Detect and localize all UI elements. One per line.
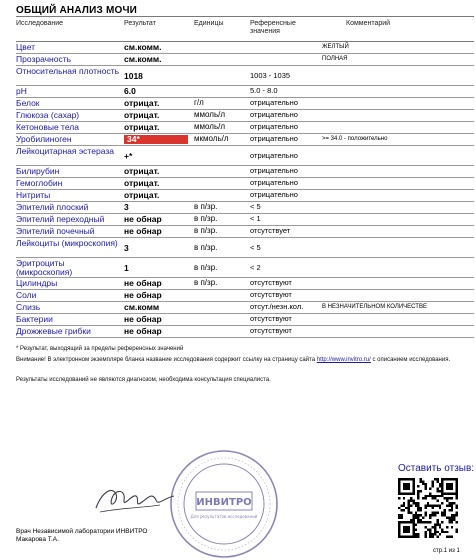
test-name[interactable]: Лейкоциты (микроскопия) [16,238,118,248]
table-row [16,326,474,338]
test-name[interactable]: Соли [16,290,37,300]
test-reference: отрицательно [250,98,298,107]
test-reference: отрицательно [250,122,298,131]
test-result: 1018 [124,71,143,81]
table-header [16,17,474,42]
stamp-sub: Для результатов исследований [190,514,258,519]
test-name[interactable]: Цилиндры [16,278,58,288]
disclaimer-note: Результаты исследований не являются диагнозом, необходима консультация специалиста. [16,377,271,383]
test-unit: ммоль/л [194,110,225,119]
test-result: не обнар [124,278,162,288]
test-reference: отсутствуют [250,290,292,299]
test-name[interactable]: Слизь [16,302,41,312]
test-name[interactable]: Цвет [16,42,36,52]
doctor-name: Макарова Т.А. [16,536,59,543]
table-row [16,86,474,98]
table-row [16,290,474,302]
attention-text-a: Внимание! В электронном экземпляре бланка название исследования содержит ссылку на страницу сайта [16,357,317,363]
page-number: стр.1 из 1 [433,548,460,554]
test-name[interactable]: Лейкоцитарная эстераза [16,146,114,156]
test-result: отрицат. [124,166,160,176]
test-reference: 5.0 - 8.0 [250,86,278,95]
test-reference: отрицательно [250,166,298,175]
table-row [16,202,474,214]
attention-text-b: с описанием исследования. [370,357,451,363]
test-result: см.комм. [124,42,162,52]
test-comment: ПОЛНАЯ [322,56,348,62]
test-result: см.комм. [124,54,162,64]
table-row [16,42,474,54]
test-name[interactable]: Гемоглобин [16,178,63,188]
test-reference: отрицательно [250,178,298,187]
table-row [16,258,474,278]
test-reference: < 2 [250,263,261,272]
table-row [16,178,474,190]
table-row [16,166,474,178]
test-reference: < 5 [250,202,261,211]
test-reference: 1003 - 1035 [250,71,291,80]
table-row [16,214,474,226]
test-unit: в п/зр. [194,226,218,235]
test-unit: в п/зр. [194,202,218,211]
test-name[interactable]: Белок [16,98,40,108]
table-row [16,54,474,66]
test-result: отрицат. [124,122,160,132]
test-comment: В НЕЗНАЧИТЕЛЬНОМ КОЛИЧЕСТВЕ [322,304,427,310]
stamp-brand: ИНВИТРО [196,497,252,508]
attention-note [16,356,466,364]
table-row [16,98,474,110]
test-name[interactable]: pH [16,86,27,96]
test-result: не обнар [124,214,162,224]
test-unit: в п/зр. [194,214,218,223]
test-result: +* [124,151,133,161]
test-result: отрицат. [124,98,160,108]
results-table [16,16,474,338]
test-name[interactable]: Бактерии [16,314,53,324]
test-reference: отсутствует [250,226,291,235]
test-name[interactable]: Эпителий почечный [16,226,95,236]
test-reference: отсут./незн.кол. [250,302,304,311]
header-test: Исследование [16,20,64,27]
table-row [16,122,474,134]
test-name[interactable]: Эпителий переходный [16,214,105,224]
test-result: не обнар [124,226,162,236]
asterisk-note: * Результат, выходящий за пределы референсных значений [16,346,184,352]
test-reference: отсутствуют [250,278,292,287]
test-unit: в п/зр. [194,263,218,272]
test-comment: >= 34.0 - положительно [322,136,388,142]
report-title: ОБЩИЙ АНАЛИЗ МОЧИ [16,5,138,16]
test-name[interactable]: Уробилиноген [16,134,72,144]
table-row [16,134,474,146]
test-reference: отрицательно [250,134,298,143]
table-body [16,42,474,338]
test-name[interactable]: Глюкоза (сахар) [16,110,80,120]
table-row [16,110,474,122]
test-name[interactable]: Нитриты [16,190,51,200]
header-reference: Референсные значения [250,20,296,35]
feedback-qr-code[interactable] [398,478,458,538]
test-result: 6.0 [124,86,136,96]
test-name[interactable]: Относительная плотность [16,66,120,76]
abnormal-result-flag: 34* [124,135,188,144]
test-result: не обнар [124,326,162,336]
doctor-lab: Врач Независимой лаборатории ИНВИТРО [16,528,148,535]
table-row [16,238,474,258]
test-reference: отрицательно [250,151,298,160]
test-unit: мкмоль/л [194,134,229,143]
test-comment: ЖЕЛТЫЙ [322,44,349,50]
test-reference: отсутствуют [250,314,292,323]
test-unit: в п/зр. [194,243,218,252]
test-result: см.комм [124,302,160,312]
test-result: 3 [124,202,129,212]
test-reference: отсутствуют [250,326,292,335]
feedback-label: Оставить отзыв: [398,463,475,474]
test-name[interactable]: Билирубин [16,166,60,176]
test-result: отрицат. [124,110,160,120]
header-result: Результат [124,20,156,27]
test-unit: г/л [194,98,204,107]
table-row [16,66,474,86]
laboratory-stamp [168,448,280,560]
doctor-info [16,528,148,544]
test-result: отрицат. [124,178,160,188]
table-row [16,146,474,166]
table-row [16,190,474,202]
table-row [16,226,474,238]
test-name[interactable]: Дрожжевые грибки [16,326,91,336]
test-result: отрицат. [124,190,160,200]
header-comment: Комментарий [346,20,391,27]
table-row [16,314,474,326]
test-result: не обнар [124,290,162,300]
header-units: Единицы [194,20,224,27]
doctor-signature [90,478,180,518]
test-name[interactable]: Прозрачность [16,54,72,64]
test-unit: ммоль/л [194,122,225,131]
table-row [16,278,474,290]
test-reference: отрицательно [250,110,298,119]
invitro-link[interactable]: http://www.invitro.ru/ [316,357,371,363]
test-result: не обнар [124,314,162,324]
test-reference: < 1 [250,214,261,223]
table-row [16,302,474,314]
test-name[interactable]: Эпителий плоский [16,202,89,212]
test-result [124,134,188,144]
test-result: 1 [124,263,129,273]
test-name[interactable]: Эритроциты (микроскопия) [16,258,73,277]
test-reference: отрицательно [250,190,298,199]
test-unit: в п/зр. [194,278,218,287]
test-result: 3 [124,243,129,253]
test-name[interactable]: Кетоновые тела [16,122,79,132]
test-reference: < 5 [250,243,261,252]
